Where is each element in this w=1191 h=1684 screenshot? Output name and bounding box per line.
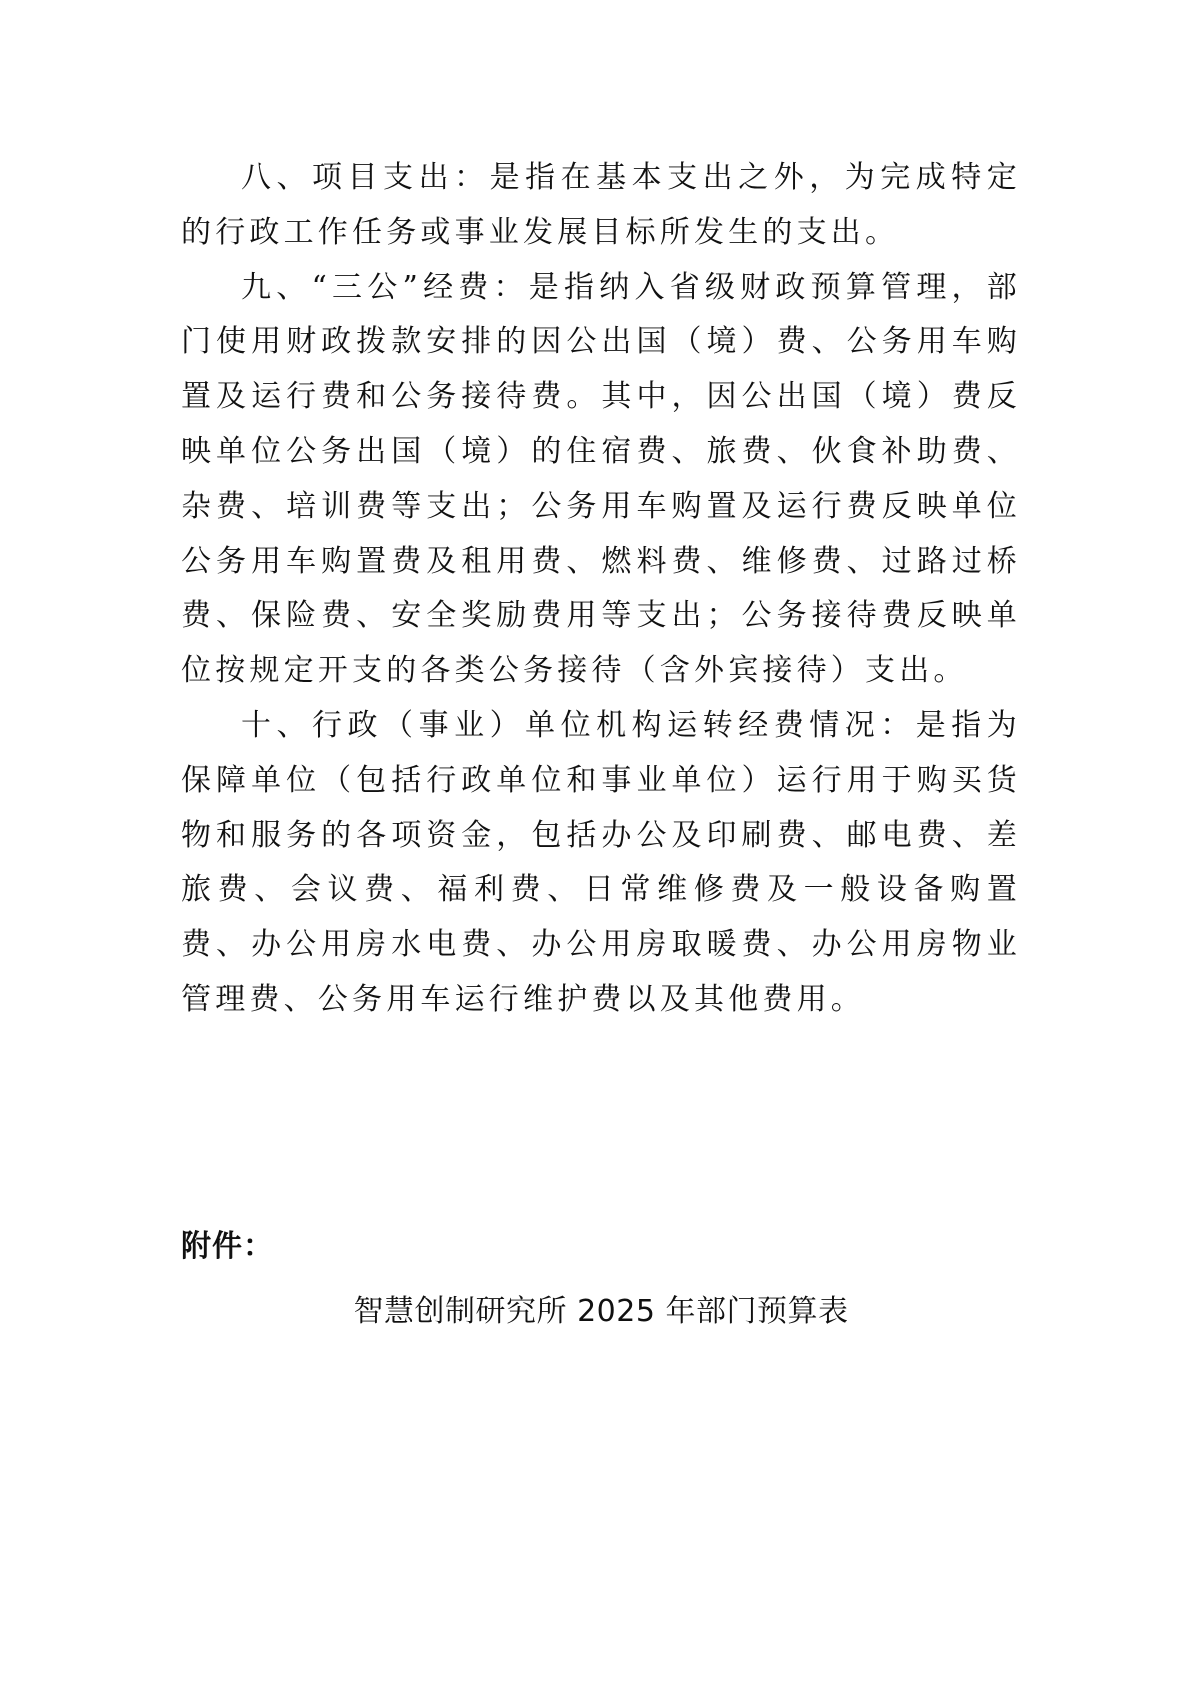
paragraph-operating-expenses: 十、行政（事业）单位机构运转经费情况：是指为保障单位（包括行政单位和事业单位）运行用于购买货物和服务的各项资金，包括办公及印刷费、邮电费、差旅费、会议费、福利费、日常维修费及一般设备购置费、办公用房水电费、办公用房取暖费、办公用房物业管理费、公务用车运行维护费以及其他费用。 xyxy=(181,707,1021,1017)
body-text xyxy=(181,151,1021,1028)
attachment-title: 智慧创制研究所 2025 年部门预算表 xyxy=(353,1294,849,1329)
paragraph-project-expenditure: 八、项目支出：是指在基本支出之外，为完成特定的行政工作任务或事业发展目标所发生的支出。 xyxy=(181,160,1021,250)
paragraph-three-public-expenses: 九、“三公”经费：是指纳入省级财政预算管理，部门使用财政拨款安排的因公出国（境）费、公务用车购置及运行费和公务接待费。其中，因公出国（境）费反映单位公务出国（境）的住宿费、旅费、伙食补助费、杂费、培训费等支出；公务用车购置及运行费反映单位公务用车购置费及租用费、燃料费、维修费、过路过桥费、保险费、安全奖励费用等支出；公务接待费反映单位按规定开支的各类公务接待（含外宾接待）支出。 xyxy=(181,269,1021,689)
attachment-label: 附件： xyxy=(181,1229,274,1264)
